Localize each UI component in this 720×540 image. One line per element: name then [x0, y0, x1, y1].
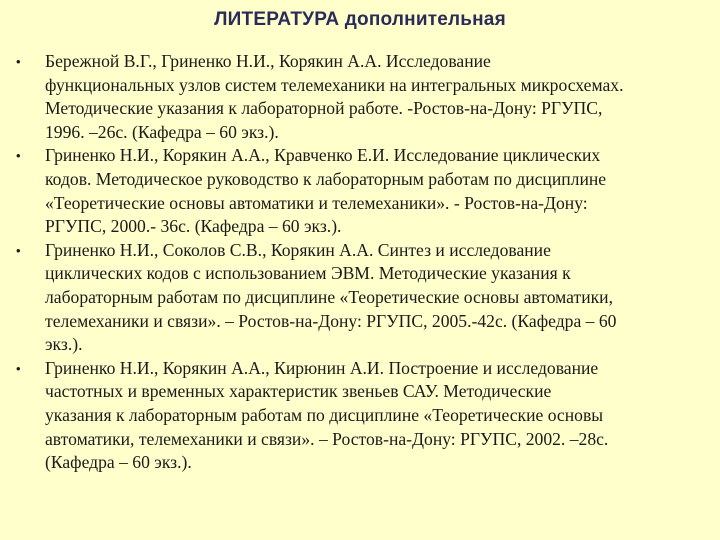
reference-line: указания к лабораторным работам по дисциплине «Теоретические основы — [45, 404, 604, 425]
reference-line: (Кафедра – 60 экз.). — [45, 452, 192, 473]
bullet-icon: • — [16, 360, 21, 376]
reference-line: функциональных узлов систем телемеханики на интегральных микросхемах. — [45, 74, 624, 95]
reference-line: Гриненко Н.И., Корякин А.А., Кравченко Е.И. Исследование циклических — [45, 145, 601, 166]
reference-line: экз.). — [45, 334, 83, 355]
bullet-icon: • — [16, 242, 21, 258]
reference-item — [14, 357, 708, 475]
reference-line: автоматики, телемеханики и связи». – Ростов-на-Дону: РГУПС, 2002. –28с. — [45, 428, 609, 449]
reference-item — [14, 239, 708, 357]
reference-line: Гриненко Н.И., Корякин А.А., Кирюнин А.И. Построение и исследование — [45, 357, 599, 378]
reference-line: «Теоретические основы автоматики и телемеханики». - Ростов-на-Дону: — [45, 192, 588, 213]
reference-item — [14, 50, 708, 144]
slide-title: ЛИТЕРАТУРА дополнительная — [214, 9, 506, 30]
reference-line: Бережной В.Г., Гриненко Н.И., Корякин А.А. Исследование — [45, 51, 491, 71]
reference-line: 1996. –26с. (Кафедра – 60 экз.). — [45, 121, 279, 142]
reference-line: Гриненко Н.И., Соколов С.В., Корякин А.А. Синтез и исследование — [45, 239, 551, 260]
bullet-icon: • — [16, 148, 21, 164]
reference-line: циклических кодов с использованием ЭВМ. Методические указания к — [45, 263, 571, 284]
reference-line: лабораторным работам по дисциплине «Теоретические основы автоматики, — [45, 286, 613, 307]
reference-list — [14, 50, 708, 475]
reference-line: телемеханики и связи». – Ростов-на-Дону: РГУПС, 2005.-42с. (Кафедра – 60 — [45, 310, 617, 331]
reference-line: частотных и временных характеристик звеньев САУ. Методические — [45, 381, 552, 402]
reference-line: Методические указания к лабораторной работе. -Ростов-на-Дону: РГУПС, — [45, 98, 603, 119]
bullet-icon: • — [16, 54, 21, 69]
reference-line: РГУПС, 2000.- 36с. (Кафедра – 60 экз.). — [45, 216, 342, 237]
reference-line: кодов. Методическое руководство к лабораторным работам по дисциплине — [45, 168, 607, 189]
reference-item — [14, 144, 708, 238]
